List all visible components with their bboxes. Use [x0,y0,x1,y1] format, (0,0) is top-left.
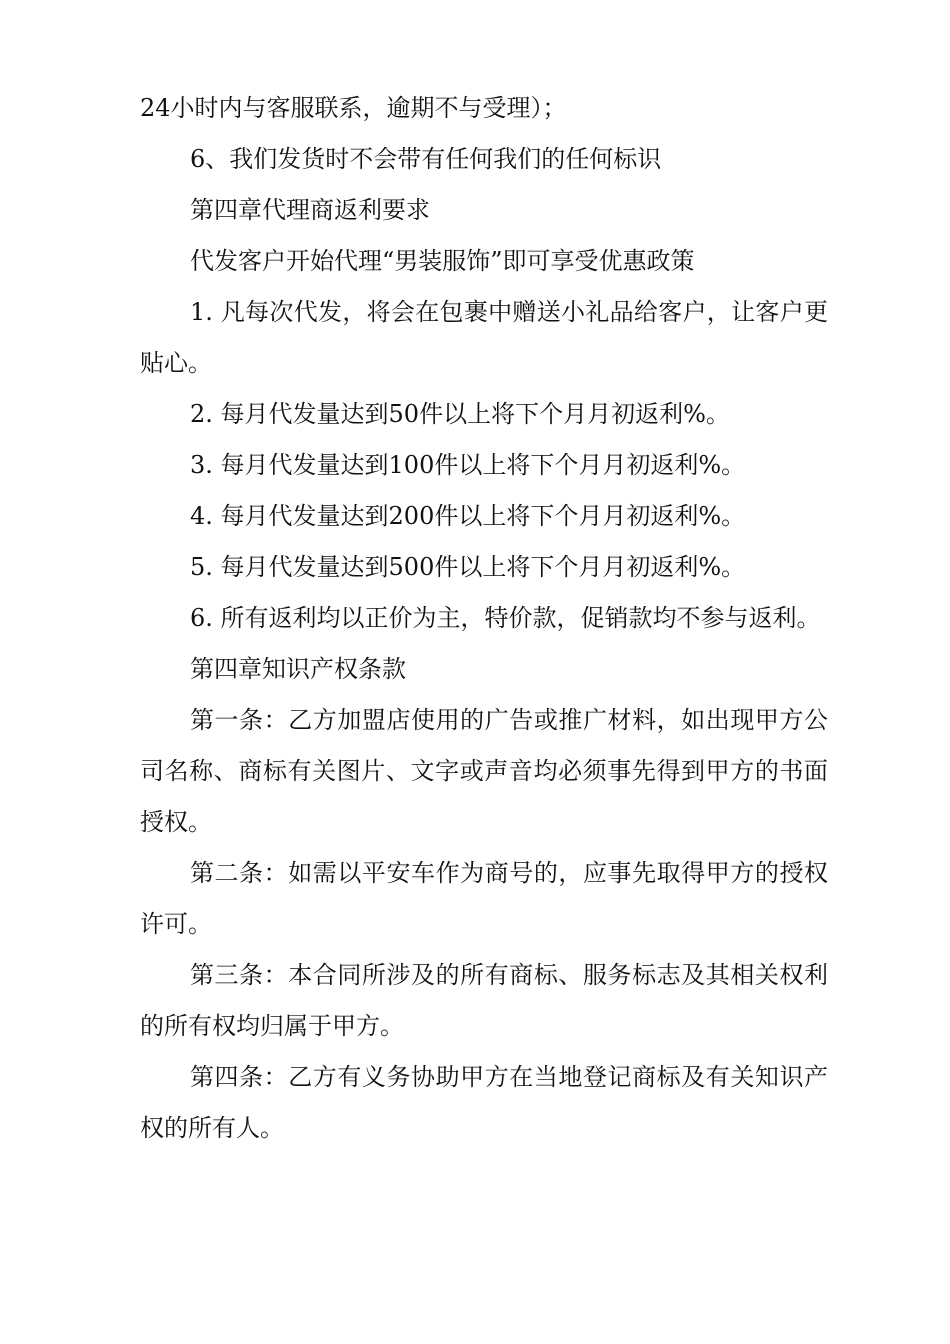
section-heading-rebate: 第四章代理商返利要求 [190,196,430,224]
rebate-item-5: 5. 每月代发量达到500件以上将下个月月初返利%。 [190,553,746,581]
rebate-item-4: 4. 每月代发量达到200件以上将下个月月初返利%。 [190,502,746,530]
section-heading-ip: 第四章知识产权条款 [190,655,406,683]
rebate-item-3: 3. 每月代发量达到100件以上将下个月月初返利%。 [190,451,746,479]
ip-article-1: 第一条：乙方加盟店使用的广告或推广材料，如出现甲方公司名称、商标有关图片、文字或声音均必须事先得到甲方的书面授权。 [140,706,828,836]
ip-article-4: 第四条：乙方有义务协助甲方在当地登记商标及有关知识产权的所有人。 [140,1063,828,1142]
rebate-item-1: 1. 凡每次代发，将会在包裹中赠送小礼品给客户，让客户更贴心。 [140,298,828,377]
document-body [140,83,828,1154]
ip-article-2: 第二条：如需以平安车作为商号的，应事先取得甲方的授权许可。 [140,859,828,938]
rebate-item-6: 6. 所有返利均以正价为主，特价款，促销款均不参与返利。 [190,604,821,632]
rebate-item-2: 2. 每月代发量达到50件以上将下个月月初返利%。 [190,400,730,428]
ip-article-3: 第三条：本合同所涉及的所有商标、服务标志及其相关权利的所有权均归属于甲方。 [140,961,828,1040]
paragraph-rebate-intro: 代发客户开始代理“男装服饰”即可享受优惠政策 [190,247,695,275]
paragraph-no-logo-note: 6、我们发货时不会带有任何我们的任何标识 [190,145,662,173]
paragraph-continuation: 24小时内与客服联系，逾期不与受理）； [140,94,567,122]
